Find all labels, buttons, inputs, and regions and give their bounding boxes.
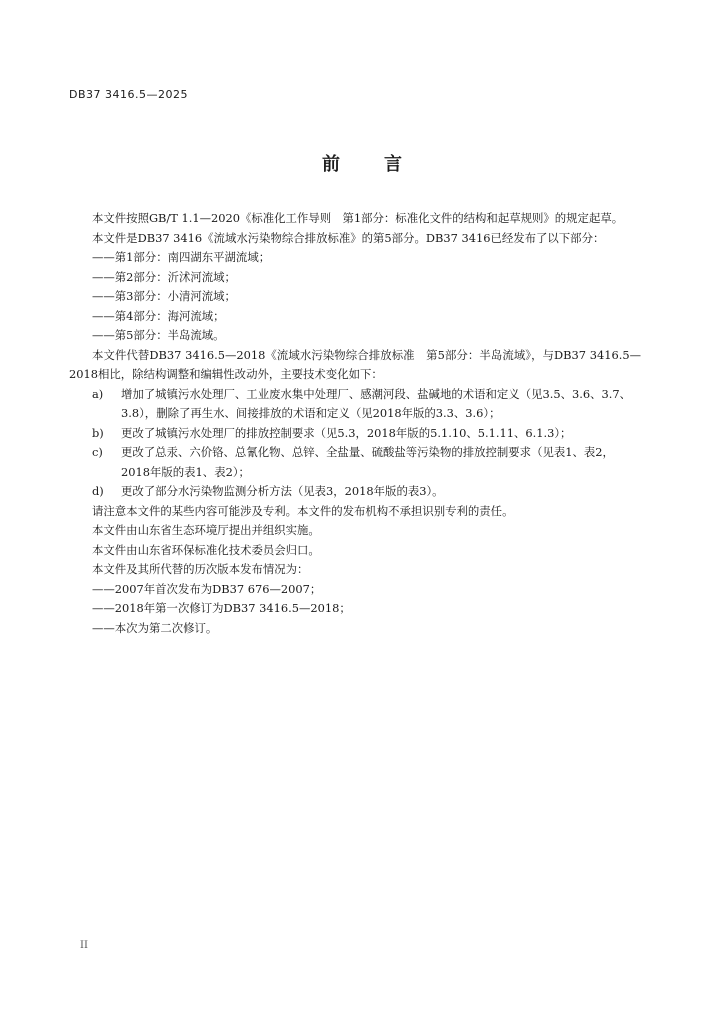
change-marker: b) [92,425,104,440]
change-text: 更改了城镇污水处理厂的排放控制要求（见5.3，2018年版的5.1.10、5.1.11、6.1.3）； [121,425,572,440]
change-marker: d) [92,484,104,498]
history-item: ——本次为第二次修订。 [92,620,218,635]
change-item [69,443,641,482]
paragraph-part-intro: 本文件是DB37 3416《流域水污染物综合排放标准》的第5部分。DB37 3416已经发布了以下部分： [92,230,605,245]
change-text: 增加了城镇污水处理厂、工业废水集中处理厂、感潮河段、盐碱地的术语和定义（见3.5、3.6、3.7、3.8），删除了再生水、间接排放的术语和定义（见2018年版的3.3、3.6）； [121,386,631,420]
foreword-body [69,209,641,638]
paragraph-drafting-rules: 本文件按照GB/T 1.1—2020《标准化工作导则 第1部分：标准化文件的结构和起草规则》的规定起草。 [92,211,624,225]
part-list-item: ——第3部分：小清河流域； [92,289,236,303]
part-list-item: ——第5部分：半岛流域。 [92,328,225,342]
part-list-item: ——第2部分：沂沭河流域； [92,269,236,284]
part-list-item: ——第4部分：海河流域； [92,308,225,323]
change-marker: c) [92,445,103,459]
change-text: 更改了部分水污染物监测分析方法（见表3，2018年版的表3）。 [121,484,444,498]
history-item: ——2007年首次发布为DB37 676—2007； [92,581,322,596]
history-item: ——2018年第一次修订为DB37 3416.5—2018； [92,601,351,615]
change-item [69,482,641,502]
document-id: DB37 3416.5—2025 [69,88,188,101]
page-title: 前言 [322,154,446,175]
change-item [69,385,641,424]
paragraph-committee: 本文件由山东省环保标准化技术委员会归口。 [92,542,320,557]
part-list-item: ——第1部分：南四湖东平湖流域； [92,250,271,264]
paragraph-replacement: 本文件代替DB37 3416.5—2018《流域水污染物综合排放标准 第5部分：半岛流域》，与DB37 3416.5—2018相比，除结构调整和编辑性改动外，主要技术变化如下： [69,347,641,381]
page-number: II [80,940,88,951]
change-marker: a) [92,386,104,401]
change-item [69,424,641,444]
change-text: 更改了总汞、六价铬、总氰化物、总锌、全盐量、硫酸盐等污染物的排放控制要求（见表1、表2，2018年版的表1、表2）； [121,445,614,479]
paragraph-history-intro: 本文件及其所代替的历次版本发布情况为： [92,562,309,576]
paragraph-patent-notice: 请注意本文件的某些内容可能涉及专利。本文件的发布机构不承担识别专利的责任。 [92,503,514,518]
paragraph-proposer: 本文件由山东省生态环境厅提出并组织实施。 [92,523,320,537]
